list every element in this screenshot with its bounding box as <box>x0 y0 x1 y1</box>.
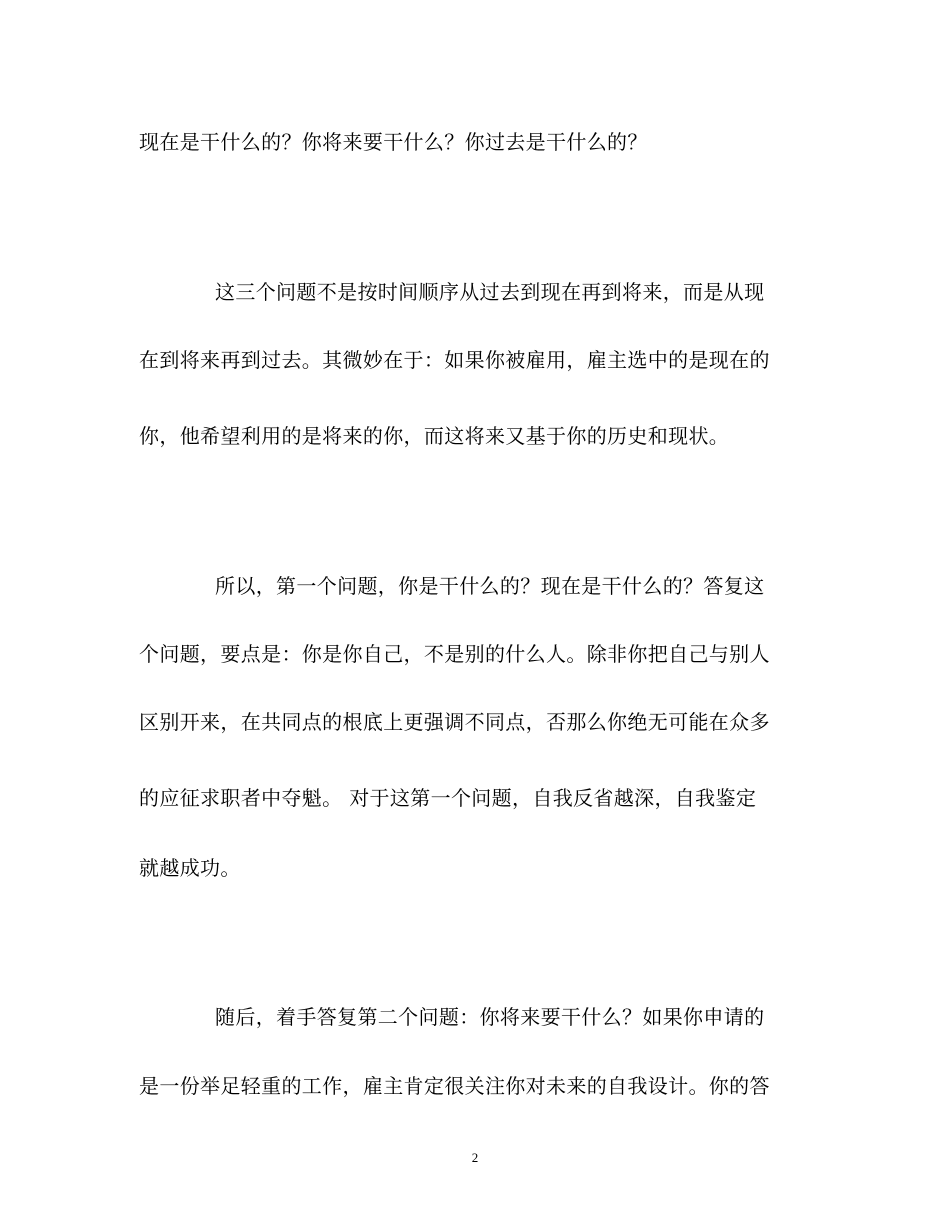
paragraph-4-line-1: 随后，着手答复第二个问题：你将来要干什么？如果你申请的 <box>215 1005 765 1029</box>
paragraph-2-line-3: 你，他希望利用的是将来的你，而这将来又基于你的历史和现状。 <box>139 424 730 448</box>
page-number: 2 <box>471 1150 479 1165</box>
paragraph-4-line-2: 是一份举足轻重的工作，雇主肯定很关注你对未来的自我设计。你的答 <box>139 1074 770 1098</box>
paragraph-3-line-4: 的应征求职者中夺魁。 对于这第一个问题，自我反省越深，自我鉴定 <box>139 786 757 810</box>
paragraph-3-line-5: 就越成功。 <box>139 856 241 880</box>
paragraph-1-line-1: 现在是干什么的？你将来要干什么？你过去是干什么的？ <box>139 130 648 154</box>
paragraph-3-line-1: 所以，第一个问题，你是干什么的？现在是干什么的？答复这 <box>215 574 765 598</box>
paragraph-3-line-2: 个问题，要点是：你是你自己，不是别的什么人。除非你把自己与别人 <box>139 642 770 666</box>
paragraph-2-line-2: 在到将来再到过去。其微妙在于：如果你被雇用，雇主选中的是现在的 <box>139 348 770 372</box>
paragraph-2-line-1: 这三个问题不是按时间顺序从过去到现在再到将来，而是从现 <box>215 280 765 304</box>
paragraph-3-line-3: 区别开来，在共同点的根底上更强调不同点，否那么你绝无可能在众多 <box>139 710 770 734</box>
